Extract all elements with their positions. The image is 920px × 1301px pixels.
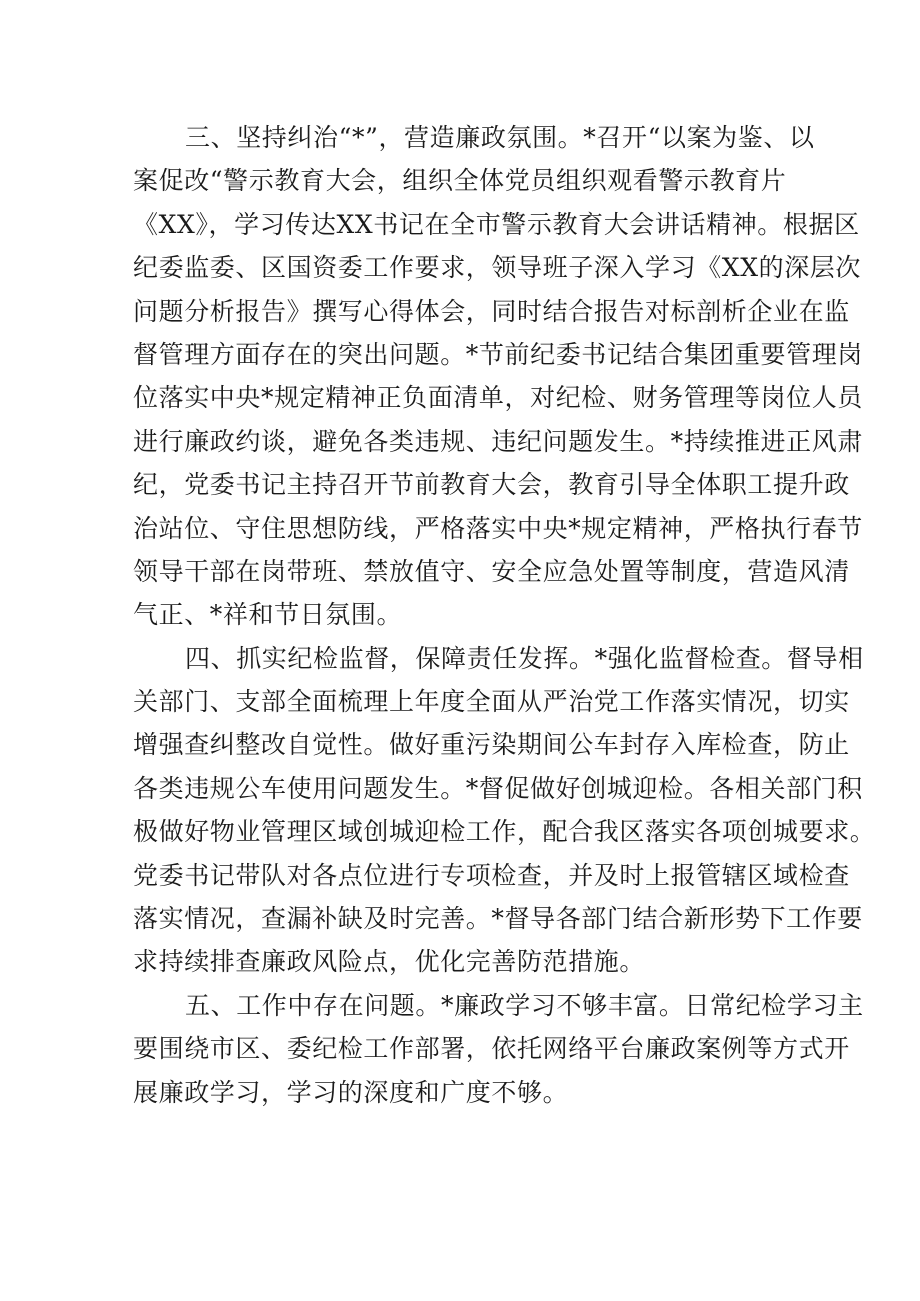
- text-line: 求持续排查廉政风险点，优化完善防范措施。: [133, 947, 646, 977]
- text-line: 增强查纠整改自觉性。做好重污染期间公车封存入库检查，防止: [133, 730, 850, 760]
- text-line: 案促改“警示教育大会，组织全体党员组织观看警示教育片: [133, 166, 787, 196]
- text-line: 纪，党委书记主持召开节前教育大会，教育引导全体职工提升政: [133, 470, 850, 500]
- paragraph-section-5: [133, 984, 864, 1114]
- text-line: 问题分析报告》撰写心得体会，同时结合报告对标剖析企业在监: [133, 296, 850, 326]
- text-line: 领导干部在岗带班、禁放值守、安全应急处置等制度，营造风清: [133, 556, 850, 586]
- text-line: 三、坚持纠治“*”，营造廉政氛围。*召开“以案为鉴、以: [185, 123, 815, 152]
- document-body: [133, 116, 876, 1114]
- text-line: 落实情况，查漏补缺及时完善。*督导各部门结合新形势下工作要: [133, 904, 863, 934]
- paragraph-section-3: [133, 116, 863, 637]
- text-line: 五、工作中存在问题。*廉政学习不够丰富。日常纪检学习主: [185, 990, 864, 1020]
- text-line: 督管理方面存在的突出问题。*节前纪委书记结合集团重要管理岗: [133, 339, 863, 369]
- text-line: 四、抓实纪检监督，保障责任发挥。*强化监督检查。督导相: [185, 643, 864, 673]
- text-line: 各类违规公车使用问题发生。*督促做好创城迎检。各相关部门积: [133, 773, 863, 803]
- text-line: 《XX》，学习传达XX书记在全市警示教育大会讲话精神。根据区: [133, 209, 860, 239]
- paragraph-section-4: [133, 637, 876, 984]
- text-line: 关部门、支部全面梳理上年度全面从严治党工作落实情况，切实: [133, 687, 850, 717]
- text-line: 展廉政学习，学习的深度和广度不够。: [133, 1077, 569, 1107]
- text-line: 气正、*祥和节日氛围。: [133, 600, 403, 630]
- text-line: 党委书记带队对各点位进行专项检查，并及时上报管辖区域检查: [133, 860, 850, 890]
- text-line: 治站位、守住思想防线，严格落实中央*规定精神，严格执行春节: [133, 513, 863, 543]
- text-line: 极做好物业管理区域创城迎检工作，配合我区落实各项创城要求。: [133, 817, 876, 847]
- text-line: 位落实中央*规定精神正负面清单，对纪检、财务管理等岗位人员: [133, 383, 863, 413]
- text-line: 纪委监委、区国资委工作要求，领导班子深入学习《XX的深层次: [133, 253, 861, 283]
- text-line: 要围绕市区、委纪检工作部署，依托网络平台廉政案例等方式开: [133, 1034, 850, 1064]
- text-line: 进行廉政约谈，避免各类违规、违纪问题发生。*持续推进正风肃: [133, 426, 863, 456]
